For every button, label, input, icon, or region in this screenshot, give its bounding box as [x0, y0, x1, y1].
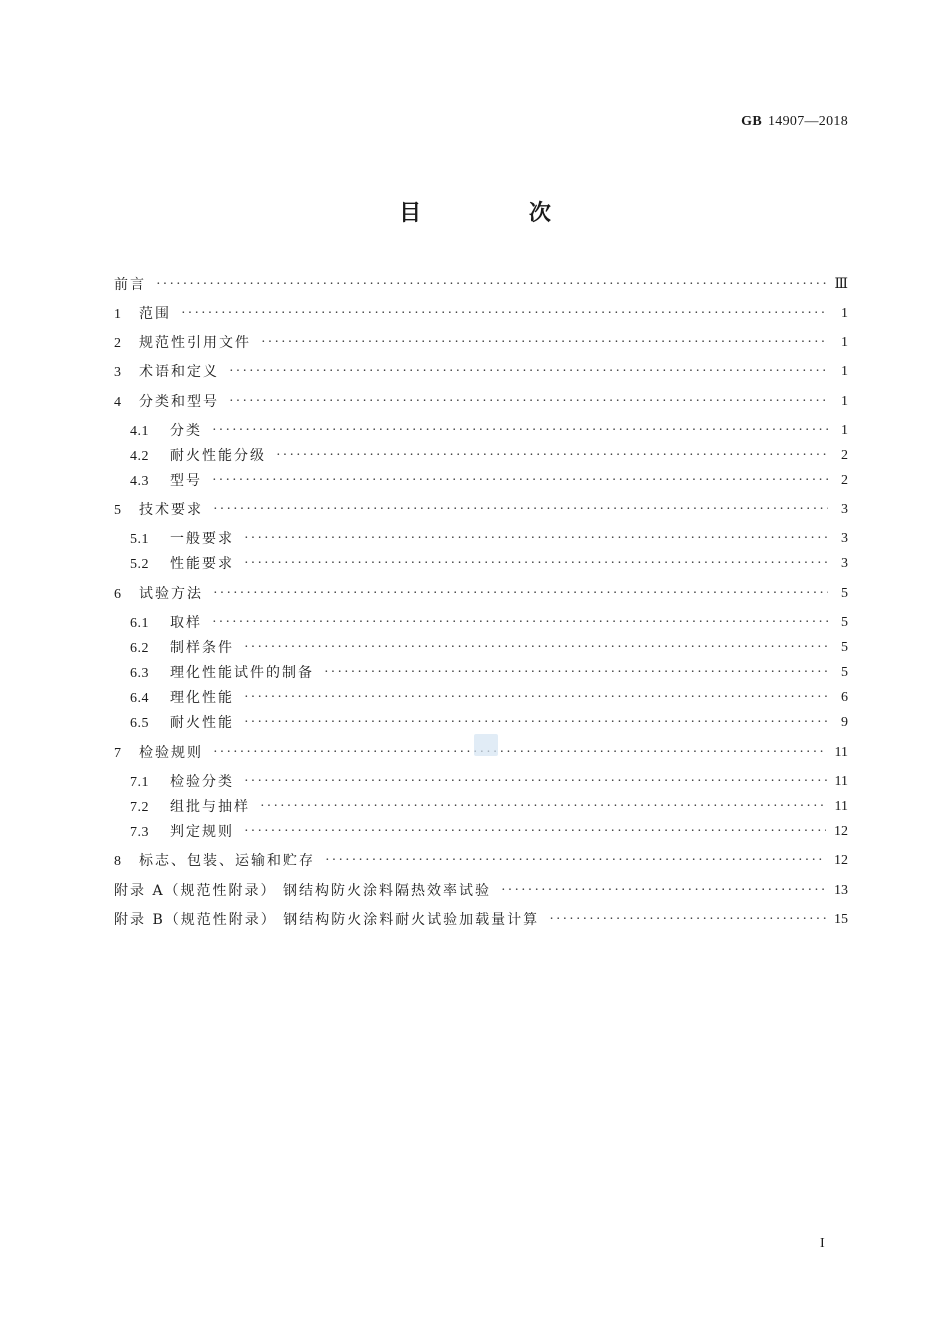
toc-leader-dots	[549, 909, 826, 931]
toc-entry[interactable]	[114, 909, 848, 931]
toc-entry-title: 性能要求	[170, 555, 234, 572]
toc-entry-number: 8	[114, 853, 122, 869]
toc-leader-dots	[229, 391, 828, 413]
toc-leader-dots	[229, 361, 828, 383]
toc-entry-title: 规范性引用文件	[139, 334, 251, 351]
toc-leader-dots	[244, 821, 826, 843]
toc-entry-label	[114, 771, 234, 794]
toc-entry[interactable]	[114, 553, 848, 575]
toc-entry-number: 6.5	[130, 715, 149, 731]
toc-entry-number: 6.2	[130, 640, 149, 656]
toc-entry-title: 组批与抽样	[170, 798, 250, 815]
toc-entry-label	[114, 796, 250, 819]
toc-entry-title: 试验方法	[139, 585, 203, 602]
toc-entry-page: 13	[834, 883, 848, 898]
toc-entry-title: 理化性能试件的制备	[170, 664, 314, 681]
toc-entry[interactable]	[114, 274, 848, 296]
toc-entry-page: 1	[841, 306, 848, 321]
toc-leader-dots	[213, 583, 828, 605]
toc-entry-page: 12	[834, 824, 848, 839]
toc-entry-page: 11	[834, 774, 848, 789]
toc-entry-label	[114, 553, 234, 576]
toc-entry-page: 9	[841, 715, 848, 730]
toc-entry[interactable]	[114, 612, 848, 634]
toc-leader-dots	[324, 662, 828, 684]
toc-entry-number: 4.3	[130, 473, 149, 489]
toc-entry-label	[114, 420, 202, 443]
toc-entry-number: 6	[114, 586, 122, 602]
toc-entry-number: 7.1	[130, 774, 149, 790]
toc-leader-dots	[244, 553, 828, 575]
toc-entry[interactable]	[114, 445, 848, 467]
toc-entry-label	[114, 332, 251, 355]
toc-entry-page: 5	[841, 665, 848, 680]
toc-entry-title: 型号	[170, 472, 202, 489]
toc-entry-page: 1	[841, 394, 848, 409]
toc-entry[interactable]	[114, 821, 848, 843]
toc-leader-dots	[213, 742, 827, 764]
toc-entry-number: 6.3	[130, 665, 149, 681]
toc-entry[interactable]	[114, 880, 848, 902]
toc-entry-title: 分类和型号	[139, 393, 219, 410]
toc-entry[interactable]	[114, 391, 848, 413]
toc-leader-dots	[501, 880, 826, 902]
toc-entry-label	[114, 391, 219, 414]
toc-entry[interactable]	[114, 662, 848, 684]
toc-entry-number: 6.4	[130, 690, 149, 706]
toc-entry[interactable]	[114, 470, 848, 492]
toc-entry-title: 标志、包装、运输和贮存	[139, 852, 315, 869]
toc-leader-dots	[212, 612, 828, 634]
toc-entry-label	[114, 499, 203, 522]
toc-entry-label	[114, 687, 234, 710]
toc-entry-label	[114, 361, 219, 384]
page-number: I	[820, 1236, 825, 1251]
toc-entry-title: 耐火性能	[170, 714, 234, 731]
toc-entry[interactable]	[114, 332, 848, 354]
toc-entry-page: 2	[841, 473, 848, 488]
toc-entry-page: 3	[841, 531, 848, 546]
toc-entry-label	[114, 637, 234, 660]
toc-entry-page: 1	[841, 364, 848, 379]
standard-prefix: GB	[741, 114, 762, 129]
toc-entry-label	[114, 470, 202, 493]
toc-entry-title: 技术要求	[139, 501, 203, 518]
toc-entry-label	[114, 909, 539, 931]
toc-leader-dots	[244, 771, 827, 793]
toc-leader-dots	[244, 687, 828, 709]
toc-entry-page: 3	[841, 556, 848, 571]
toc-entry-title: 检验规则	[139, 744, 203, 761]
toc-entry-page: 6	[841, 690, 848, 705]
toc-entry-number: 3	[114, 364, 122, 380]
toc-entry-label	[114, 528, 234, 551]
toc-entry-title: 制样条件	[170, 639, 234, 656]
toc-entry[interactable]	[114, 583, 848, 605]
toc-entry-number: 5.1	[130, 531, 149, 547]
toc-entry-number: 4	[114, 394, 122, 410]
toc-entry-number: 6.1	[130, 615, 149, 631]
toc-entry-title: 理化性能	[170, 689, 234, 706]
toc-entry-title: 附录 B（规范性附录） 钢结构防火涂料耐火试验加载量计算	[114, 912, 540, 928]
toc-entry-title: 范围	[139, 305, 171, 322]
toc-leader-dots	[213, 499, 828, 521]
toc-leader-dots	[261, 332, 828, 354]
toc-entry[interactable]	[114, 850, 848, 872]
toc-entry-page: 11	[834, 799, 848, 814]
toc-entry-page: Ⅲ	[834, 277, 848, 292]
toc-entry[interactable]	[114, 499, 848, 521]
toc-entry[interactable]	[114, 528, 848, 550]
toc-entry-title: 耐火性能分级	[170, 447, 266, 464]
toc-entry-page: 15	[834, 912, 848, 927]
toc-leader-dots	[212, 470, 828, 492]
standard-number: 14907—2018	[768, 114, 848, 129]
toc-entry-label	[114, 445, 266, 468]
toc-entry-label	[114, 303, 171, 326]
toc-entry-number: 5	[114, 502, 122, 518]
toc-entry-title: 判定规则	[170, 823, 234, 840]
toc-entry[interactable]	[114, 637, 848, 659]
toc-leader-dots	[244, 712, 828, 734]
toc-entry-title: 附录 A（规范性附录） 钢结构防火涂料隔热效率试验	[114, 883, 492, 899]
toc-entry[interactable]	[114, 361, 848, 383]
toc-entry-label	[114, 583, 203, 606]
toc-entry[interactable]	[114, 796, 848, 818]
toc-entry-title: 一般要求	[170, 530, 234, 547]
toc-leader-dots	[276, 445, 828, 467]
toc-entry-title: 取样	[170, 614, 202, 631]
toc-entry[interactable]	[114, 303, 848, 325]
toc-entry-number: 1	[114, 306, 122, 322]
toc-leader-dots	[212, 420, 828, 442]
toc-leader-dots	[244, 637, 828, 659]
page-title: 目 次	[399, 201, 601, 226]
toc-entry[interactable]	[114, 771, 848, 793]
toc-entry-title: 前言	[114, 277, 146, 293]
toc-entry-number: 5.2	[130, 556, 149, 572]
toc-entry-label	[114, 850, 315, 873]
toc-leader-dots	[325, 850, 826, 872]
toc-leader-dots	[244, 528, 828, 550]
standard-code	[741, 114, 848, 130]
toc-entry-page: 5	[841, 586, 848, 601]
toc-entry-label	[114, 712, 234, 735]
toc-entry-label	[114, 274, 146, 296]
toc-entry-number: 7	[114, 745, 122, 761]
toc-entry-page: 1	[841, 335, 848, 350]
watermark-logo	[474, 734, 498, 756]
toc-entry-page: 11	[834, 745, 848, 760]
toc-leader-dots	[260, 796, 827, 818]
toc-entry-label	[114, 742, 203, 765]
toc-leader-dots	[181, 303, 828, 325]
toc-entry[interactable]	[114, 420, 848, 442]
toc-entry-page: 3	[841, 502, 848, 517]
toc-entry-number: 7.3	[130, 824, 149, 840]
toc-entry-title: 术语和定义	[139, 363, 219, 380]
toc-entry-page: 5	[841, 640, 848, 655]
toc-entry[interactable]	[114, 712, 848, 734]
toc-entry-number: 2	[114, 335, 122, 351]
toc-entry-title: 分类	[170, 422, 202, 439]
toc-leader-dots	[156, 274, 826, 296]
toc-entry-page: 12	[834, 853, 848, 868]
toc-entry-title: 检验分类	[170, 773, 234, 790]
toc-entry-label	[114, 880, 491, 902]
toc-entry-page: 1	[841, 423, 848, 438]
toc-entry-page: 5	[841, 615, 848, 630]
toc-entry-label	[114, 821, 234, 844]
toc-entry-number: 4.2	[130, 448, 149, 464]
toc-entry-page: 2	[841, 448, 848, 463]
toc-entry-number: 7.2	[130, 799, 149, 815]
toc-entry-number: 4.1	[130, 423, 149, 439]
toc-entry[interactable]	[114, 687, 848, 709]
toc-entry-label	[114, 662, 314, 685]
toc-entry-label	[114, 612, 202, 635]
